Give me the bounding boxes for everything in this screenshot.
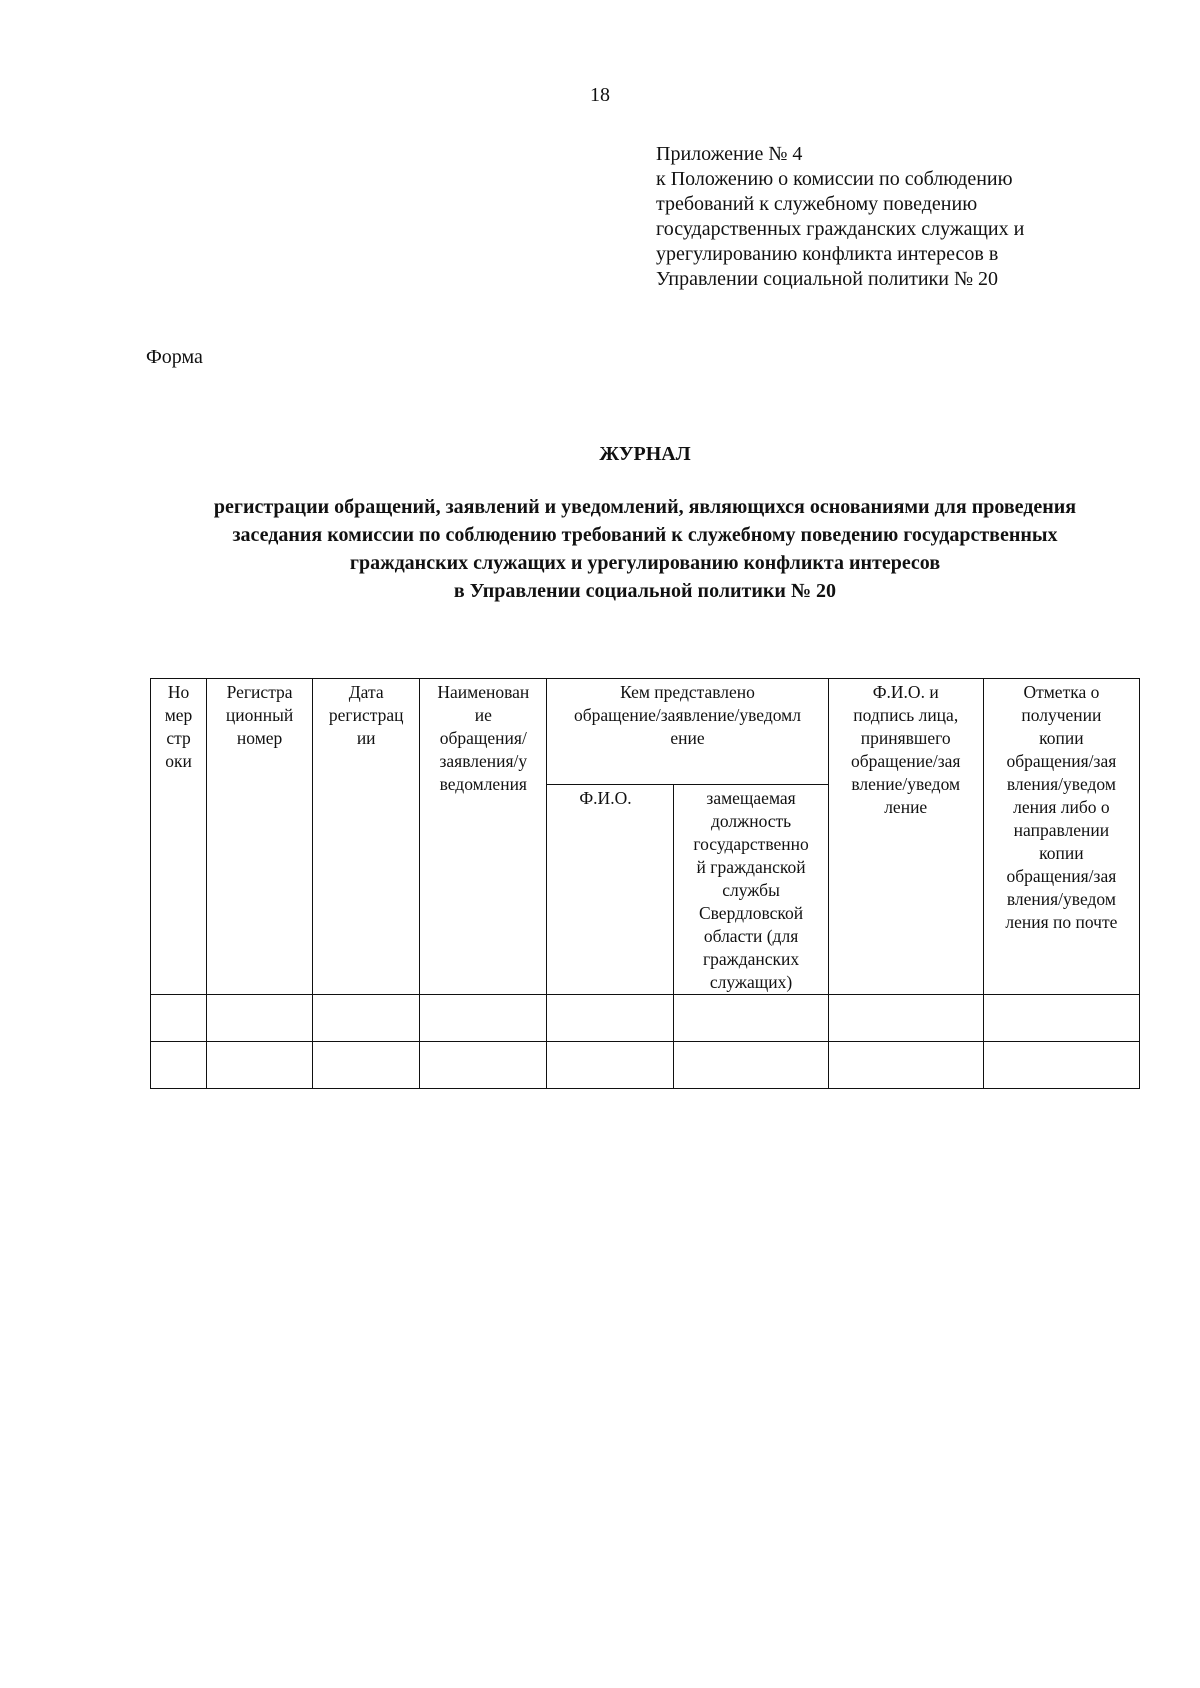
appendix-line: Управлении социальной политики № 20: [656, 268, 999, 290]
page-number: 18: [590, 84, 610, 106]
table-row: [151, 1042, 1140, 1089]
header-line: подпись лица,: [853, 705, 959, 725]
header-line: Ф.И.О.: [579, 788, 632, 808]
form-label: Форма: [146, 346, 203, 368]
header-line: ведомления: [439, 774, 527, 794]
table-cell[interactable]: [207, 1042, 313, 1089]
header-line: ционный: [225, 705, 294, 725]
header-line: обращения/зая: [1006, 751, 1117, 771]
header-line: й гражданской: [696, 857, 806, 877]
table-cell[interactable]: [151, 1042, 207, 1089]
header-line: ления по почте: [1005, 912, 1118, 932]
table-row: [151, 995, 1140, 1042]
table-cell[interactable]: [547, 1042, 674, 1089]
header-line: Свердловской: [698, 903, 804, 923]
subtitle-line: гражданских служащих и урегулированию конфликта интересов: [349, 552, 941, 574]
header-line: службы: [722, 880, 780, 900]
subtitle-line: в Управлении социальной политики № 20: [453, 580, 837, 602]
appendix-line: Приложение № 4: [656, 143, 803, 165]
header-line: Наименован: [437, 682, 530, 702]
header-line: Регистра: [226, 682, 293, 702]
appendix-line: к Положению о комиссии по соблюдению: [656, 168, 1013, 190]
header-line: области (для: [703, 926, 799, 946]
table-cell[interactable]: [420, 995, 547, 1042]
header-line: оки: [165, 751, 192, 771]
table-cell[interactable]: [313, 995, 420, 1042]
table-cell[interactable]: [313, 1042, 420, 1089]
header-line: ления либо о: [1013, 797, 1110, 817]
appendix-line: государственных гражданских служащих и: [656, 218, 1025, 240]
header-document-name: [420, 679, 547, 995]
header-line: государственно: [693, 834, 809, 854]
header-submitted-by: [547, 679, 828, 785]
header-line: ие: [474, 705, 492, 725]
header-line: вления/уведом: [1006, 774, 1116, 794]
subtitle-line: регистрации обращений, заявлений и уведомлений, являющихся основаниями для проведения: [213, 496, 1077, 518]
header-line: Отметка о: [1023, 682, 1100, 702]
table-cell[interactable]: [547, 995, 674, 1042]
table-cell[interactable]: [151, 995, 207, 1042]
header-line: вления/уведом: [1006, 889, 1116, 909]
table-cell[interactable]: [674, 995, 828, 1042]
header-line: Ф.И.О. и: [872, 682, 939, 702]
header-line: служащих): [709, 972, 793, 992]
header-submitted-by-position: [674, 785, 828, 995]
header-registration-date: [313, 679, 420, 995]
header-line: копии: [1039, 728, 1084, 748]
header-line: Дата: [348, 682, 384, 702]
journal-table: [150, 678, 1140, 1089]
header-line: должность: [710, 811, 792, 831]
header-line: принявшего: [860, 728, 951, 748]
header-line: стр: [166, 728, 191, 748]
header-line: Но: [167, 682, 190, 702]
header-line: номер: [236, 728, 283, 748]
header-line: мер: [164, 705, 193, 725]
header-line: копии: [1039, 843, 1084, 863]
header-line: регистрац: [328, 705, 404, 725]
header-line: ии: [356, 728, 376, 748]
subtitle-line: заседания комиссии по соблюдению требований к служебному поведению государственных: [232, 524, 1058, 546]
table-cell[interactable]: [420, 1042, 547, 1089]
header-line: замещаемая: [706, 788, 796, 808]
header-line: заявления/у: [439, 751, 528, 771]
header-row-number: [151, 679, 207, 995]
header-line: ение: [670, 728, 705, 748]
header-line: обращение/заявление/уведомл: [574, 705, 801, 725]
appendix-line: урегулированию конфликта интересов в: [656, 243, 999, 265]
header-line: обращения/зая: [1006, 866, 1117, 886]
header-line: ление: [884, 797, 928, 817]
appendix-line: требований к служебному поведению: [656, 193, 978, 215]
header-copy-note: [983, 679, 1139, 995]
table-cell[interactable]: [983, 1042, 1139, 1089]
header-line: вление/уведом: [851, 774, 961, 794]
header-line: получении: [1021, 705, 1102, 725]
journal-title: ЖУРНАЛ: [599, 443, 691, 465]
header-line: обращение/зая: [850, 751, 961, 771]
table-cell[interactable]: [674, 1042, 828, 1089]
table-cell[interactable]: [983, 995, 1139, 1042]
header-line: обращения/: [439, 728, 527, 748]
table-cell[interactable]: [207, 995, 313, 1042]
table-cell[interactable]: [828, 995, 983, 1042]
appendix-block: [656, 142, 1176, 292]
header-line: Кем представлено: [620, 682, 755, 702]
journal-subtitle: [150, 493, 1140, 605]
header-accepted-by: [828, 679, 983, 995]
table-header-row: [151, 679, 1140, 785]
header-registration-number: [207, 679, 313, 995]
table-cell[interactable]: [828, 1042, 983, 1089]
header-submitted-by-fio: [547, 785, 674, 995]
header-line: гражданских: [702, 949, 800, 969]
header-line: направлении: [1013, 820, 1110, 840]
